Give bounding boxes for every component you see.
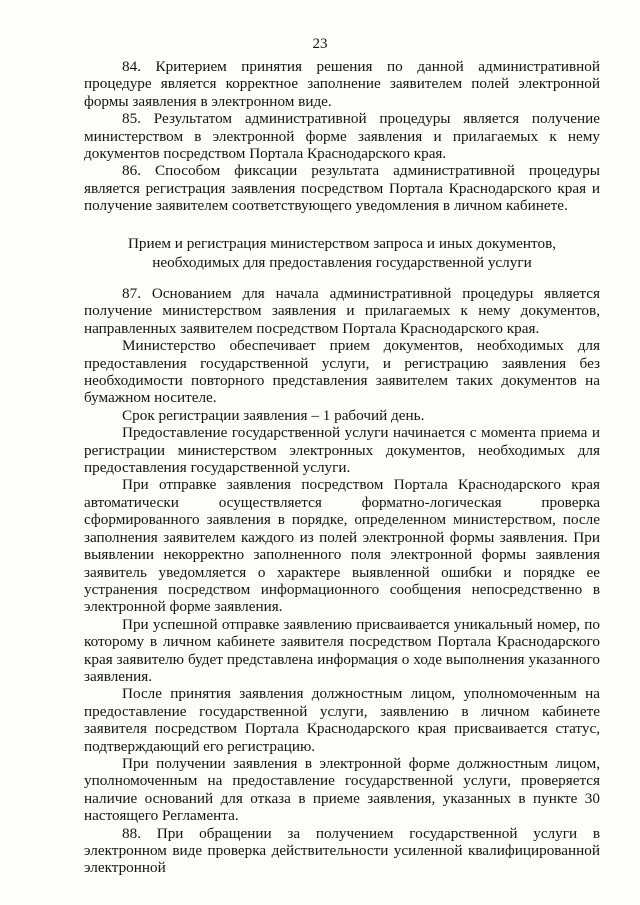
- paragraph-88: 88. При обращении за получением государственной услуги в электронном виде проверка действительности усиленной квалифицированной электронной: [84, 824, 600, 877]
- paragraph-refusal-check: При получении заявления в электронной форме должностным лицом, уполномоченным на предоставление государственной услуги, проверяется наличие оснований для отказа в приеме заявления, указанных в пункте 30 настоящего Регламента.: [84, 754, 600, 825]
- paragraph-format-check: При отправке заявления посредством Портала Краснодарского края автоматически осуществляется форматно-логическая проверка сформированного заявления в порядке, определенном министерством, после заполнения заявителем каждого из полей электронной формы заявления. При выявлении некорректно заполненного поля электронной формы заявления заявитель уведомляется о характере выявленной ошибки и порядке ее устранения посредством информационного сообщения непосредственно в электронной форме заявления.: [84, 476, 600, 616]
- page-number: 23: [312, 36, 328, 52]
- paragraph-85: 85. Результатом административной процедуры является получение министерством в электронной форме заявления и прилагаемых к нему документов посредством Портала Краснодарского края.: [84, 110, 600, 163]
- section-heading: [84, 234, 600, 272]
- paragraph-registration-term: Срок регистрации заявления – 1 рабочий день.: [122, 406, 425, 424]
- paragraph-service-start: Предоставление государственной услуги начинается с момента приема и регистрации министерством электронных документов, необходимых для предоставления государственной услуги.: [84, 424, 600, 477]
- section-heading-line-1: Прием и регистрация министерством запроса и иных документов,: [127, 235, 557, 252]
- paragraph-status-assignment: После принятия заявления должностным лицом, уполномоченным на предоставление государственной услуги, заявлению в личном кабинете заявителя посредством Портала Краснодарского края присваивается статус, подтверждающий его регистрацию.: [84, 685, 600, 755]
- paragraph-86: 86. Способом фиксации результата административной процедуры является регистрация заявления посредством Портала Краснодарского края и получение заявителем соответствующего уведомления в личном кабинете.: [84, 162, 600, 215]
- paragraph-84: 84. Критерием принятия решения по данной административной процедуре является корректное заполнение заявителем полей электронной формы заявления в электронном виде.: [84, 58, 600, 110]
- paragraph-unique-number: При успешной отправке заявлению присваивается уникальный номер, по которому в личном кабинете заявителя посредством Портала Краснодарского края заявителю будет представлена информация о ходе выполнения указанного заявления.: [84, 615, 600, 685]
- paragraph-group-bottom: [84, 285, 600, 877]
- paragraph-document-acceptance: Министерство обеспечивает прием документов, необходимых для предоставления государственной услуги, и регистрацию заявления без необходимости повторного представления заявителем таких документов на бумажном носителе.: [84, 337, 600, 407]
- paragraph-group-top: [84, 58, 600, 215]
- section-heading-line-2: необходимых для предоставления государственной услуги: [152, 254, 532, 271]
- paragraph-87: 87. Основанием для начала административной процедуры является получение министерством заявления и прилагаемых к нему документов, направленных заявителем посредством Портала Краснодарского края.: [84, 285, 600, 337]
